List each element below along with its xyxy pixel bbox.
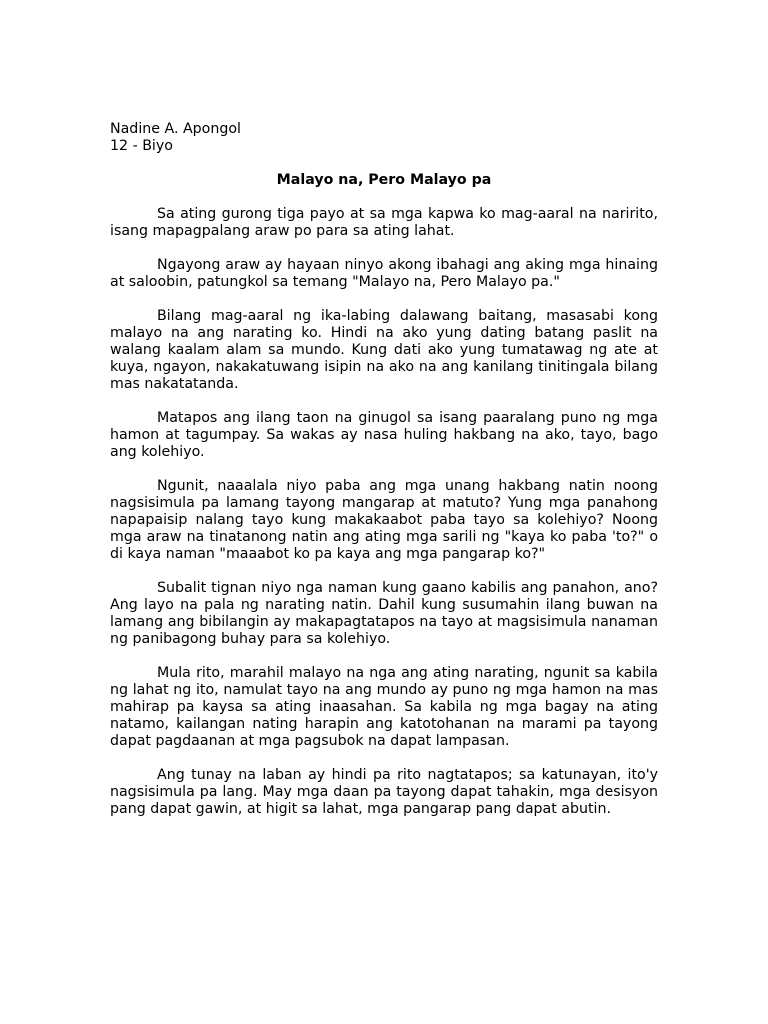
- document-body: [110, 206, 658, 818]
- paragraph-1: Sa ating gurong tiga payo at sa mga kapwa ko mag-aaral na naririto, isang mapagpalang araw po para sa ating lahat.: [110, 206, 658, 239]
- author-block: [110, 121, 658, 155]
- author-name: Nadine A. Apongol: [110, 121, 241, 137]
- document-page: [110, 121, 658, 835]
- document-title: Malayo na, Pero Malayo pa: [276, 172, 492, 188]
- paragraph-5: Ngunit, naaalala niyo paba ang mga unang hakbang natin noong nagsisimula pa lamang tayong mangarap at matuto? Yung mga panahong napapaisip nalang tayo kung makakaabot paba tayo sa kolehiyo? Noong mga araw na tinatanong natin ang ating mga sarili ng "kaya ko paba 'to?" o di kaya naman "maaabot ko pa kaya ang mga pangarap ko?": [110, 478, 658, 562]
- paragraph-8: Ang tunay na laban ay hindi pa rito nagtatapos; sa katunayan, ito'y nagsisimula pa lang. May mga daan pa tayong dapat tahakin, mga desisyon pang dapat gawin, at higit sa lahat, mga pangarap pang dapat abutin.: [110, 767, 658, 817]
- paragraph-6: Subalit tignan niyo nga naman kung gaano kabilis ang panahon, ano? Ang layo na pala ng narating natin. Dahil kung susumahin ilang buwan na lamang ang bibilangin ay makapagtatapos na tayo at magsisimula nanaman ng panibagong buhay para sa kolehiyo.: [110, 580, 658, 647]
- paragraph-3: Bilang mag-aaral ng ika-labing dalawang baitang, masasabi kong malayo na ang narating ko. Hindi na ako yung dating batang paslit na walang kaalam alam sa mundo. Kung dati ako yung tumatawag ng ate at kuya, ngayon, nakakatuwang isipin na ako na ang kanilang tinitingala bilang mas nakatatanda.: [110, 308, 658, 392]
- paragraph-4: Matapos ang ilang taon na ginugol sa isang paaralang puno ng mga hamon at tagumpay. Sa wakas ay nasa huling hakbang na ako, tayo, bago ang kolehiyo.: [110, 410, 658, 460]
- paragraph-7: Mula rito, marahil malayo na nga ang ating narating, ngunit sa kabila ng lahat ng ito, namulat tayo na ang mundo ay puno ng mga hamon na mas mahirap pa kaysa sa ating inaasahan. Sa kabila ng mga bagay na ating natamo, kailangan nating harapin ang katotohanan na marami pa tayong dapat pagdaanan at mga pagsubok na dapat lampasan.: [110, 665, 658, 749]
- author-section: 12 - Biyo: [110, 138, 173, 154]
- paragraph-2: Ngayong araw ay hayaan ninyo akong ibahagi ang aking mga hinaing at saloobin, patungkol sa temang "Malayo na, Pero Malayo pa.": [110, 257, 658, 290]
